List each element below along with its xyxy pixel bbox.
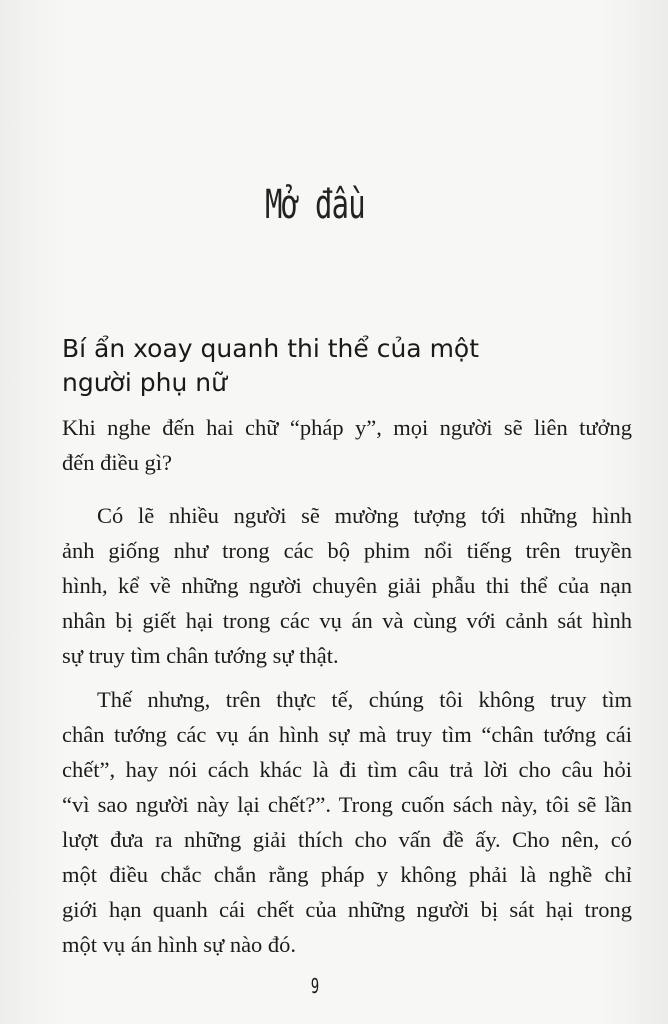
text-line: một vụ án hình sự nào đó. <box>62 932 297 957</box>
text-line: hình, kể về những người chuyên giải phẫu thi thể của nạn <box>62 573 632 598</box>
text-line: một điều chắc chắn rằng pháp y không phải là nghề chỉ <box>62 862 632 887</box>
text-line: Có lẽ nhiều người sẽ mường tượng tới những hình <box>97 503 632 528</box>
paragraph-truth-of-death <box>62 682 632 962</box>
text-line: Thế nhưng, trên thực tế, chúng tôi không truy tìm <box>97 687 632 712</box>
text-line: “vì sao người này lại chết?”. Trong cuốn sách này, tôi sẽ lần <box>62 792 632 817</box>
text-line: chết”, hay nói cách khác là đi tìm câu trả lời cho câu hỏi <box>62 757 632 782</box>
text-line: Khi nghe đến hai chữ “pháp y”, mọi người sẽ liên tưởng <box>62 415 632 440</box>
paragraph-intro <box>62 410 632 480</box>
paragraph-tv-image <box>62 498 632 673</box>
text-line: lượt đưa ra những giải thích cho vấn đề ấy. Cho nên, có <box>62 827 632 852</box>
text-line: chân tướng các vụ án hình sự mà truy tìm “chân tướng cái <box>62 722 632 747</box>
section-heading-line: người phụ nữ <box>62 368 227 397</box>
section-heading-line: Bí ẩn xoay quanh thi thể của một <box>62 334 480 363</box>
chapter-title: Mở đầu <box>265 182 365 228</box>
text-line: đến điều gì? <box>62 450 172 475</box>
text-line: sự truy tìm chân tướng sự thật. <box>62 643 339 668</box>
text-line: nhân bị giết hại trong các vụ án và cùng với cảnh sát hình <box>62 608 632 633</box>
text-line: giới hạn quanh cái chết của những người bị sát hại trong <box>62 897 632 922</box>
page-number: 9 <box>310 974 320 998</box>
text-line: ảnh giống như trong các bộ phim nổi tiếng trên truyền <box>62 538 632 563</box>
section-heading <box>62 332 622 400</box>
